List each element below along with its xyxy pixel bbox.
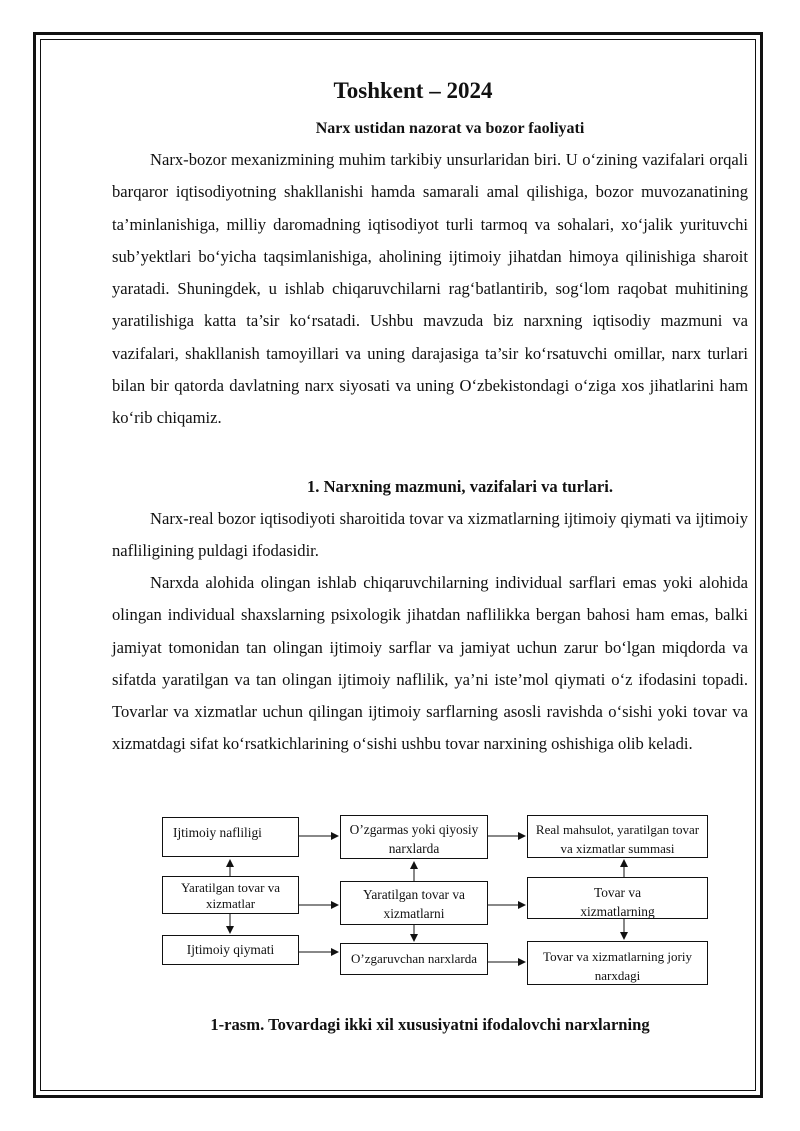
intro-paragraph: Narx-bozor mexanizmining muhim tarkibiy unsurlaridan biri. U o‘zining vazifalari orqali barqaror iqtisodiyotning shakllanishi hamda samarali amal qilishiga, bozor muvozanatining ta’minlanishiga, milliy daromadning iqtisodiyot turli tarmoq va sohalari, xo‘jalik yurituvchi sub’yektlari bo‘yicha taqsimlanishiga, aholining ijtimoiy jihatdan himoya qilinishiga sharoit yaratadi. Shuningdek, u ishlab chiqaruvchilarni rag‘batlantirib, sog‘lom raqobat muhitining yaratilishiga katta ta’sir ko‘rsatadi. Ushbu mavzuda biz narxning iqtisodiy mazmuni va vazifalari, shakllanish tamoyillari va uning darajasiga ta’sir ko‘rsatuvchi omillar, narx turlari bilan bir qatorda davlatning narx siyosati va uning O‘zbekistondagi o‘ziga xos jihatlarini ham ko‘rib chiqamiz. — [112, 150, 748, 428]
box-joriy-narxdagi: Tovar va xizmatlarning joriy narxdagi — [527, 941, 708, 985]
box-ijtimoiy-nafliligi: Ijtimoiy nafliligi — [162, 817, 299, 857]
paragraph-3: Narxda alohida olingan ishlab chiqaruvchilarning individual sarflari emas yoki alohida olingan individual shaxslarning psixologik jihatdan naflilikka bergan bahosi ham emas, balki jamiyat tomonidan tan olingan ijtimoiy sarflar va jamiyat uchun zarur bo‘lgan miqdorda va sifatda yaratilgan va tan olingan ijtimoiy naflilik, ya’ni iste’mol qiymati o‘z ifodasini topadi. Tovarlar va xizmatlar uchun qilingan ijtimoiy sarflarning asosli ravishda o‘sishi yoki tovar va xizmatdagi sifat ko‘rsatkichlarining o‘sishi ushbu tovar narxining oshishiga olib keladi. — [112, 573, 748, 754]
heading-1: 1. Narxning mazmuni, vazifalari va turlari. — [306, 477, 614, 496]
box-real-mahsulot: Real mahsulot, yaratilgan tovar va xizmatlar summasi — [527, 815, 708, 858]
section-title: Narx ustidan nazorat va bozor faoliyati — [315, 120, 585, 137]
box-yaratilgan-tovar-xizmatlar: Yaratilgan tovar va xizmatlar — [162, 876, 299, 914]
box-ozgarmas-narxlar: O’zgarmas yoki qiyosiy narxlarda — [340, 815, 488, 859]
box-tovar-xizmatlarning: Tovar va xizmatlarning — [527, 877, 708, 919]
box-yaratilgan-tovar-xizmatlarni: Yaratilgan tovar va xizmatlarni — [340, 881, 488, 925]
box-ozgaruvchan-narxlar: O’zgaruvchan narxlarda — [340, 943, 488, 975]
box-ijtimoiy-qiymati: Ijtimoiy qiymati — [162, 935, 299, 965]
figure-caption: 1-rasm. Tovardagi ikki xil xususiyatni ifodalovchi narxlarning — [210, 1015, 650, 1034]
paragraph-2: Narx-real bozor iqtisodiyoti sharoitida tovar va xizmatlarning ijtimoiy qiymati va ijtimoiy nafliligining puldagi ifodasidir. — [112, 509, 748, 561]
page-title: Toshkent – 2024 — [333, 78, 493, 103]
